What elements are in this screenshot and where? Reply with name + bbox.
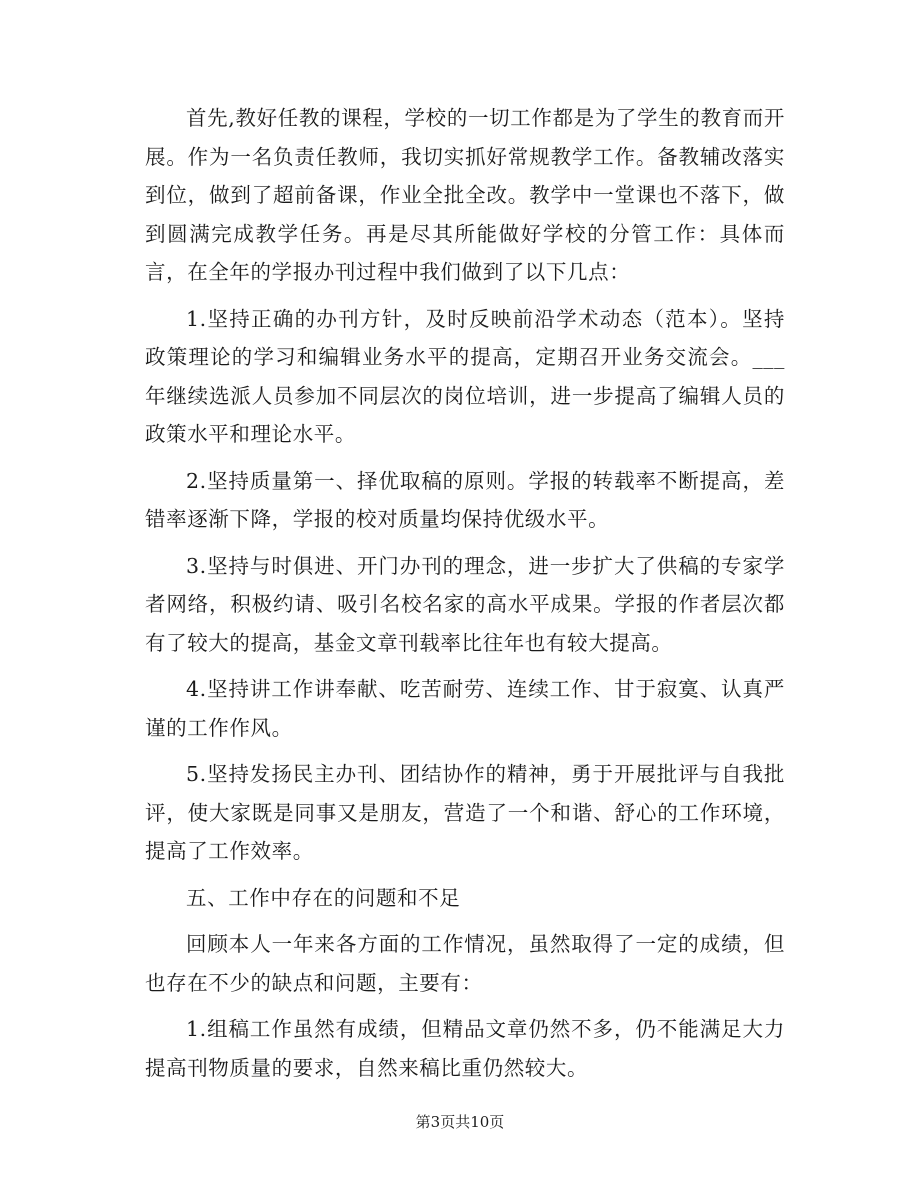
paragraph-problem-1: 1.组稿工作虽然有成绩，但精品文章仍然不多，仍不能满足大力提高刊物质量的要求，自然来稿比重仍然较大。 <box>145 1017 785 1080</box>
page-number-footer: 第3页共10页 <box>415 1113 505 1131</box>
paragraph-point-5: 5.坚持发扬民主办刊、团结协作的精神，勇于开展批评与自我批评，使大家既是同事又是朋友，营造了一个和谐、舒心的工作环境，提高了工作效率。 <box>145 762 785 863</box>
paragraph-intro: 首先,教好任教的课程，学校的一切工作都是为了学生的教育而开展。作为一名负责任教师，我切实抓好常规教学工作。备教辅改落实到位，做到了超前备课，作业全批全改。教学中一堂课也不落下，做到圆满完成教学任务。再是尽其所能做好学校的分管工作：具体而言，在全年的学报办刊过程中我们做到了以下几点： <box>145 106 785 284</box>
paragraph-review: 回顾本人一年来各方面的工作情况，虽然取得了一定的成绩，但也存在不少的缺点和问题，主要有： <box>145 932 785 995</box>
section-heading-problems: 五、工作中存在的问题和不足 <box>186 885 461 910</box>
paragraph-point-1: 1.坚持正确的办刊方针，及时反映前沿学术动态（范本）。坚持政策理论的学习和编辑业务水平的提高，定期召开业务交流会。___年继续选派人员参加不同层次的岗位培训，进一步提高了编辑人员的政策水平和理论水平。 <box>145 306 785 446</box>
paragraph-point-4: 4.坚持讲工作讲奉献、吃苦耐劳、连续工作、甘于寂寞、认真严谨的工作作风。 <box>145 677 785 740</box>
document-body <box>145 99 785 1095</box>
paragraph-point-3: 3.坚持与时俱进、开门办刊的理念，进一步扩大了供稿的专家学者网络，积极约请、吸引名校名家的高水平成果。学报的作者层次都有了较大的提高，基金文章刊载率比往年也有较大提高。 <box>145 553 785 655</box>
paragraph-point-2: 2.坚持质量第一、择优取稿的原则。学报的转载率不断提高，差错率逐渐下降，学报的校对质量均保持优级水平。 <box>145 468 785 531</box>
